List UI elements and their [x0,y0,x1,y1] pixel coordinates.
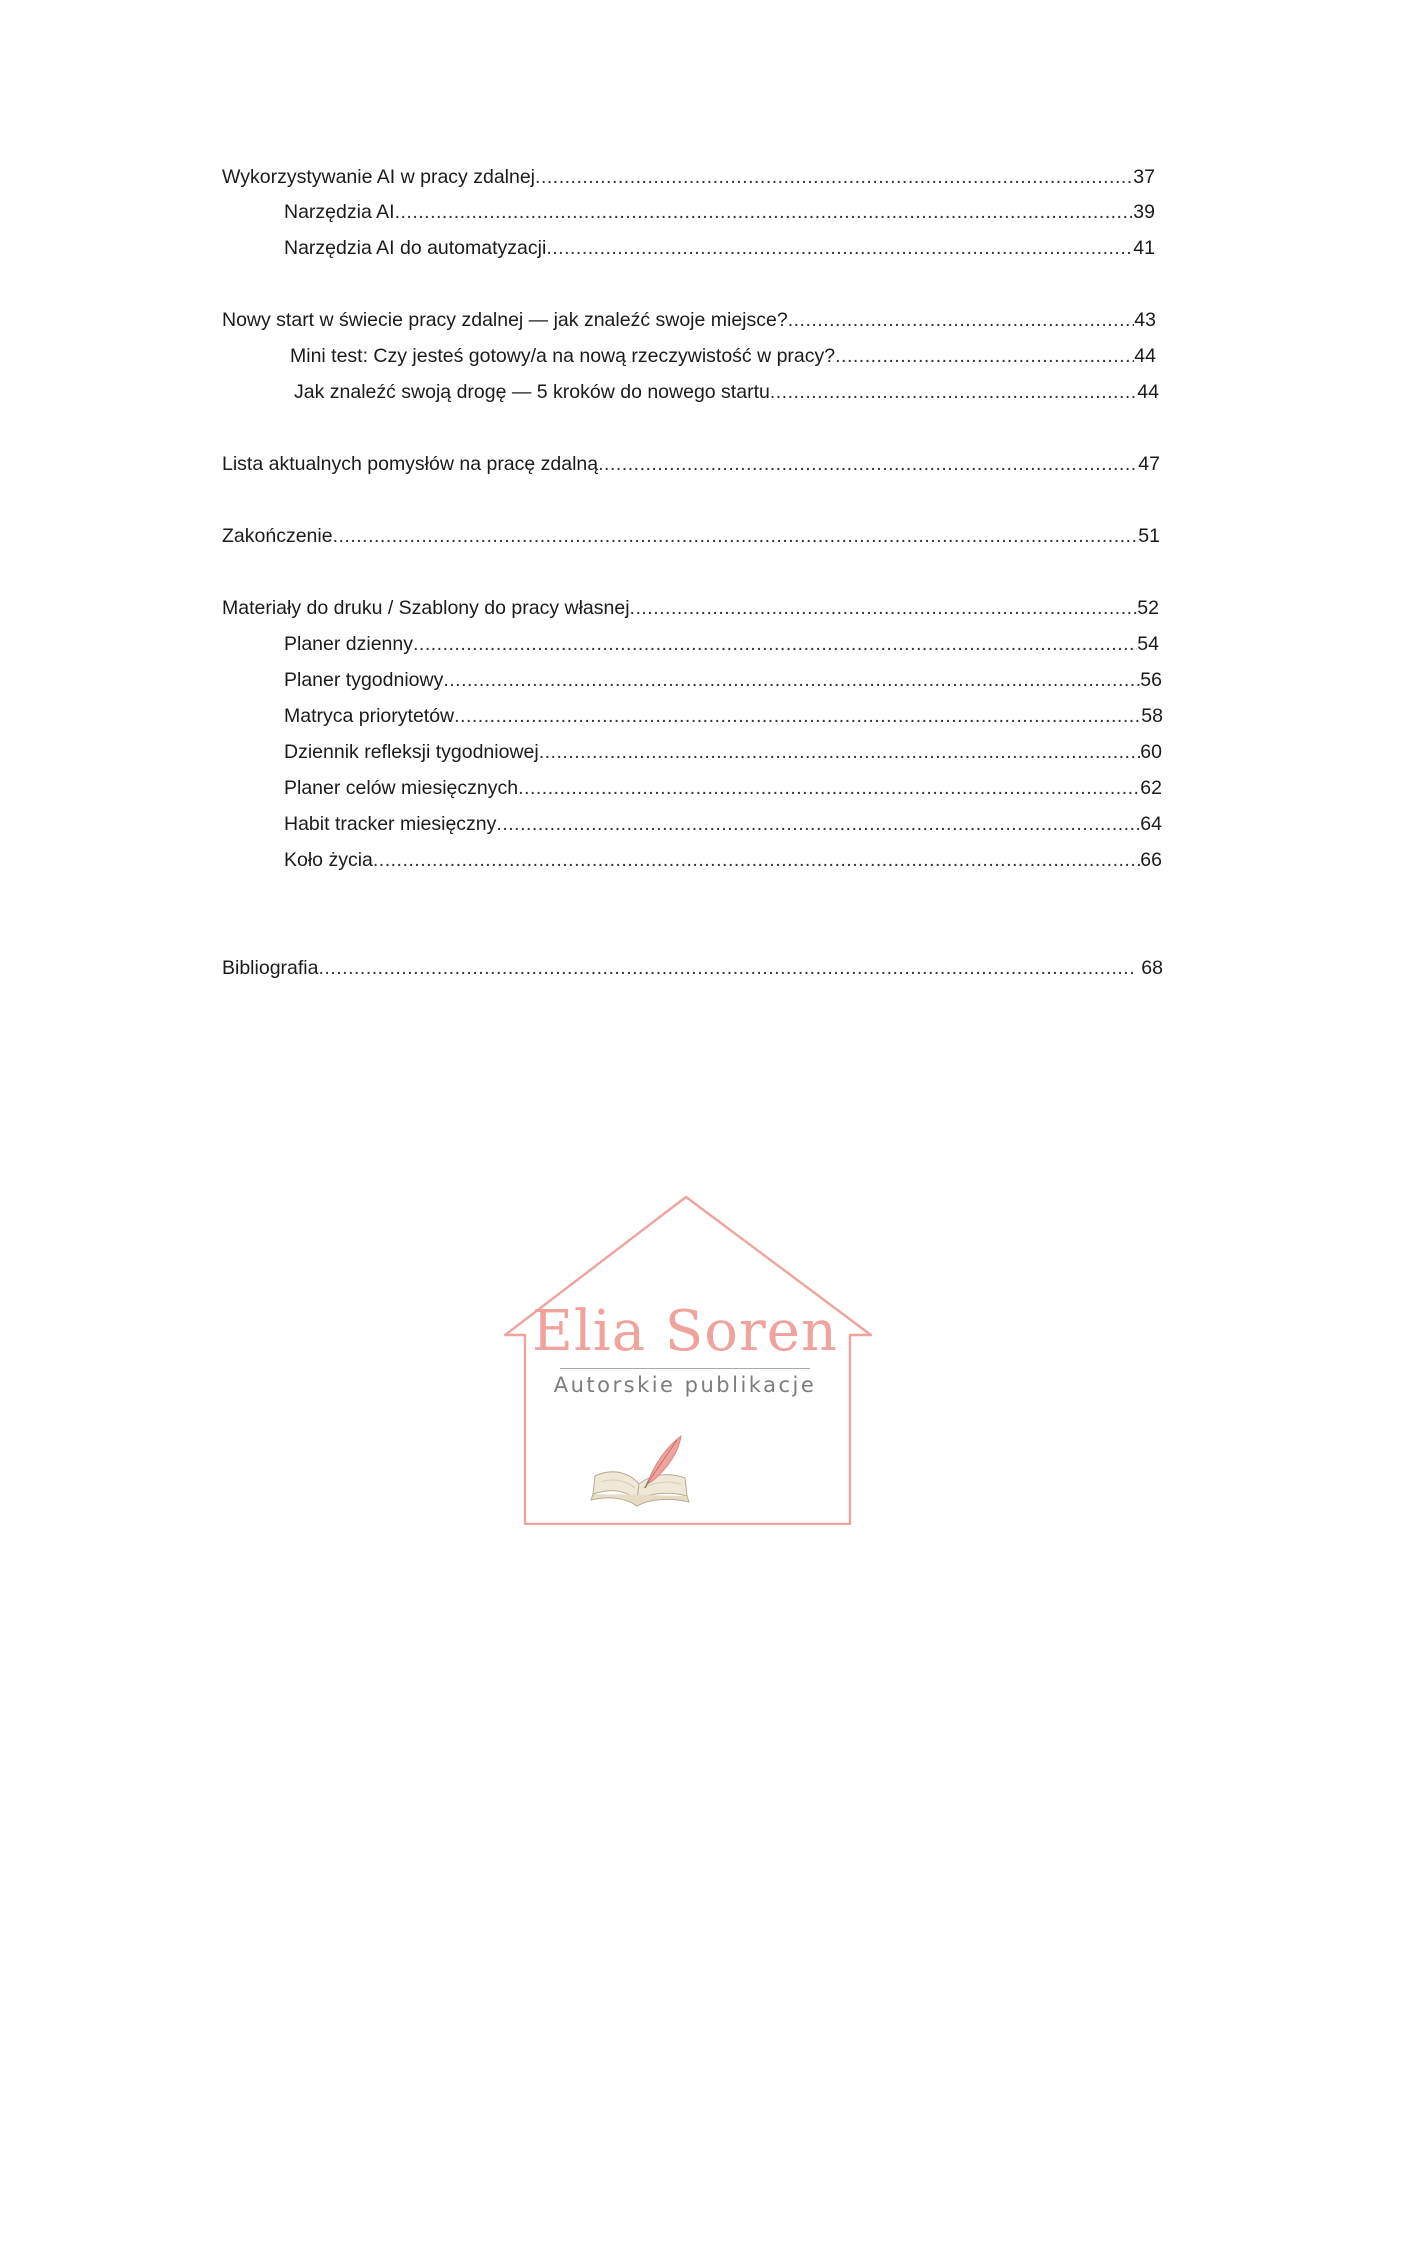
toc-entry-title: Planer tygodniowy [284,669,444,691]
toc-page-number: 56 [1140,669,1162,691]
toc-page-number: 60 [1140,741,1162,763]
toc-entry-five-steps[interactable] [294,379,1159,405]
dot-leader [318,955,1135,981]
dot-leader [539,739,1141,765]
toc-entry-habit-tracker[interactable] [284,811,1162,837]
toc-page-number: 39 [1133,201,1155,223]
dot-leader [535,164,1133,190]
toc-page-number: 54 [1137,633,1159,655]
toc-page-number: 51 [1138,525,1160,547]
toc-page-number: 66 [1140,849,1162,871]
toc-entry-title: Jak znaleźć swoją drogę — 5 kroków do nowego startu [294,381,770,403]
toc-page-number: 43 [1134,309,1156,331]
publisher-logo [495,1180,875,1525]
toc-page-number: 58 [1141,705,1163,727]
toc-page-number: 37 [1133,166,1155,188]
toc-entry-title: Habit tracker miesięczny [284,813,497,835]
toc-entry-title: Zakończenie [222,525,333,547]
toc-entry-title: Wykorzystywanie AI w pracy zdalnej [222,166,536,188]
toc-entry-priority-matrix[interactable] [284,703,1163,729]
dot-leader [630,595,1138,621]
toc-entry-conclusion[interactable] [222,523,1160,549]
toc-page-number: 44 [1137,381,1159,403]
dot-leader [835,343,1134,369]
toc-entry-title: Mini test: Czy jesteś gotowy/a na nową rzeczywistość w pracy? [290,345,836,367]
dot-leader [770,379,1137,405]
toc-entry-printables[interactable] [222,595,1159,621]
open-book-with-quill-icon [587,1428,697,1508]
toc-entry-mini-test[interactable] [290,343,1156,369]
toc-entry-daily-planner[interactable] [284,631,1159,657]
toc-entry-new-start[interactable] [222,307,1156,333]
dot-leader [454,703,1141,729]
toc-entry-title: Bibliografia [222,957,319,979]
toc-page-number: 68 [1135,957,1163,979]
dot-leader [395,199,1134,225]
toc-page-number: 44 [1134,345,1156,367]
toc-entry-wheel-of-life[interactable] [284,847,1162,873]
toc-page-number: 64 [1140,813,1162,835]
toc-entry-title: Koło życia [284,849,373,871]
toc-entry-title: Lista aktualnych pomysłów na pracę zdalną [222,453,599,475]
toc-entry-title: Planer celów miesięcznych [284,777,519,799]
toc-entry-ai-tools[interactable] [284,199,1155,225]
dot-leader [788,307,1135,333]
toc-entry-ai-automation[interactable] [284,235,1155,261]
toc-entry-monthly-goals[interactable] [284,775,1162,801]
toc-entry-ideas-list[interactable] [222,451,1160,477]
toc-entry-title: Matryca priorytetów [284,705,455,727]
toc-entry-bibliography[interactable] [222,955,1163,981]
toc-entry-title: Materiały do druku / Szablony do pracy własnej [222,597,630,619]
toc-entry-title: Dziennik refleksji tygodniowej [284,741,539,763]
dot-leader [518,775,1140,801]
dot-leader [598,451,1138,477]
toc-entry-title: Narzędzia AI do automatyzacji [284,237,547,259]
toc-page-number: 62 [1140,777,1162,799]
toc-page-number: 52 [1137,597,1159,619]
brand-divider [560,1368,810,1369]
toc-entry-reflection-journal[interactable] [284,739,1162,765]
dot-leader [373,847,1140,873]
toc-entry-title: Planer dzienny [284,633,413,655]
toc-entry-ai-remote-work[interactable] [222,164,1155,190]
toc-page-number: 47 [1138,453,1160,475]
brand-name: Elia Soren [532,1299,838,1364]
toc-entry-weekly-planner[interactable] [284,667,1162,693]
dot-leader [443,667,1140,693]
dot-leader [413,631,1137,657]
toc-entry-title: Nowy start w świecie pracy zdalnej — jak znaleźć swoje miejsce? [222,309,788,331]
dot-leader [333,523,1139,549]
dot-leader [546,235,1133,261]
brand-tagline: Autorskie publikacje [553,1373,817,1397]
toc-entry-title: Narzędzia AI [284,201,395,223]
dot-leader [496,811,1140,837]
toc-page-number: 41 [1133,237,1155,259]
